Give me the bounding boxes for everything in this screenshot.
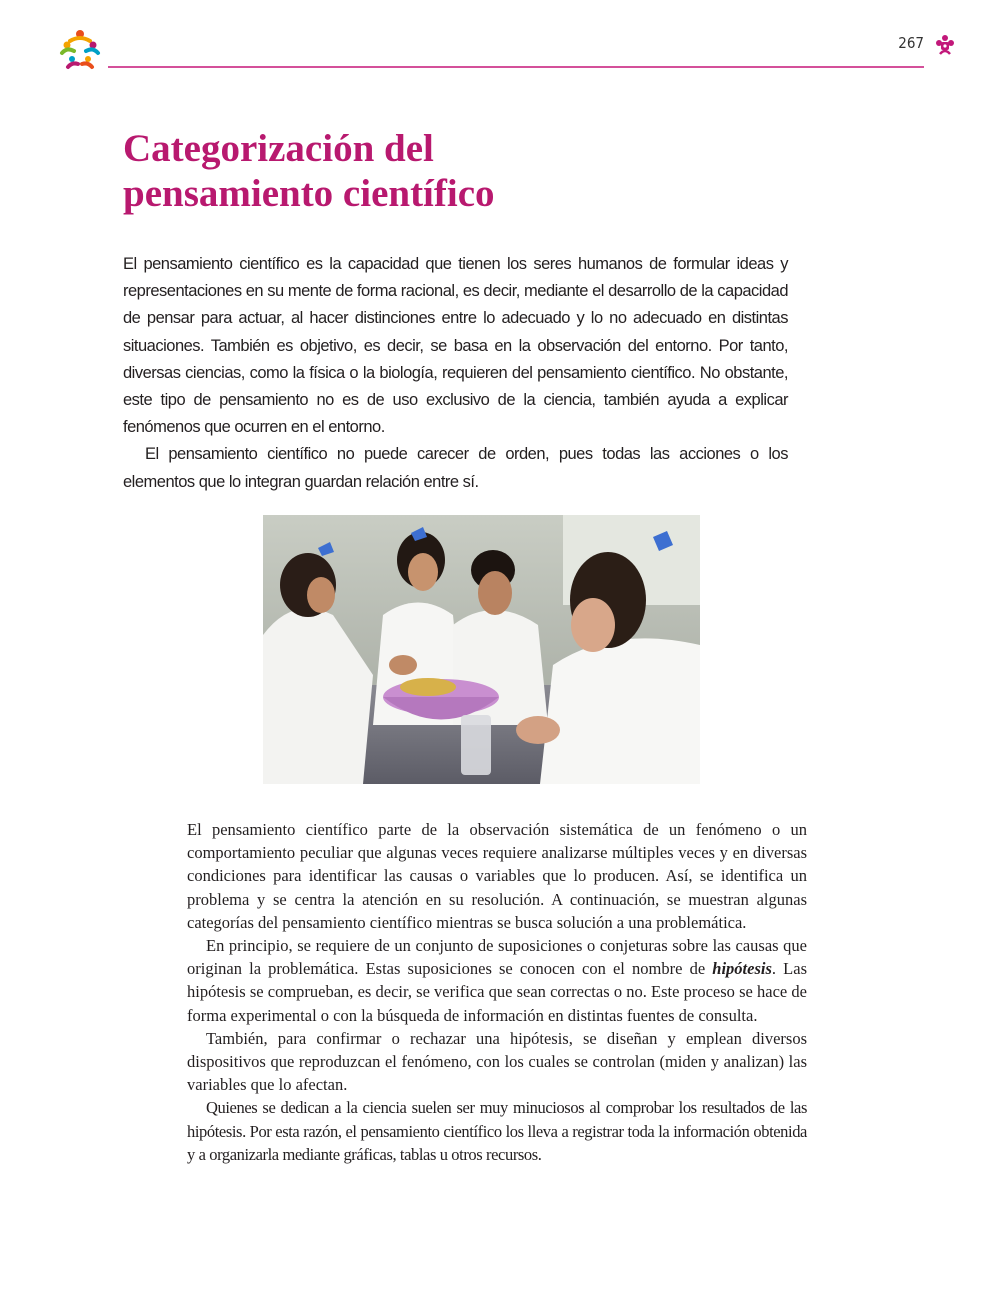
decorative-flower-icon	[934, 34, 956, 56]
intro-paragraph-2: El pensamiento científico no puede carecer de orden, pues todas las acciones o los elementos que lo integran guardan relación entre sí.	[123, 445, 788, 491]
body-paragraph-2	[187, 934, 807, 1027]
intro-text	[123, 251, 788, 496]
body-paragraph-2-end: . Las hipótesis se comprueban, es decir, se verifica que sean correctas o no. Este proceso se hace de forma experimental o con la búsqueda de información en distintas fuentes de consulta.	[187, 959, 807, 1025]
hipotesis-term: hipótesis	[712, 959, 772, 979]
intro-paragraph-1: El pensamiento científico es la capacidad que tienen los seres humanos de formular ideas y representaciones en su mente de forma racional, es decir, mediante el desarrollo de la capacidad de pensar para actuar, al hacer distinciones entre lo adecuado y lo no adecuado en distintas situaciones. También es objetivo, es decir, se basa en la observación del entorno. Por tanto, diversas ciencias, como la física o la biología, requieren del pensamiento científico. No obstante, este tipo de pensamiento no es de uso exclusivo de la ciencia, también ayuda a explicar fenómenos que ocurren en el entorno.	[123, 255, 788, 437]
body-paragraph-2-start: En principio, se requiere de un conjunto de suposiciones o conjeturas sobre las causas que originan la problemática. Estas suposiciones se conocen con el nombre de	[187, 936, 807, 979]
page-title	[123, 126, 823, 216]
body-paragraph-4: Quienes se dedican a la ciencia suelen ser muy minuciosos al comprobar los resultados de las hipótesis. Por esta razón, el pensamiento científico los lleva a registrar toda la información obtenida y a organizarla mediante gráficas, tablas u otros recursos.	[187, 1098, 807, 1164]
body-text	[187, 818, 807, 1166]
page-number: 267	[898, 34, 924, 52]
header-rule	[108, 66, 924, 68]
page-title-line-1: Categorización del	[123, 127, 434, 170]
page-title-line-2: pensamiento científico	[123, 172, 495, 215]
decorative-people-logo-icon	[58, 27, 102, 71]
body-paragraph-1: El pensamiento científico parte de la observación sistemática de un fenómeno o un comportamiento peculiar que algunas veces requiere analizarse múltiples veces y en diversas condiciones para identificar las causas o variables que lo producen. Así, se identifica un problema y se centra la atención en su resolución. A continuación, se muestran algunas categorías del pensamiento científico mientras se busca solución a una problemática.	[187, 820, 807, 932]
body-paragraph-3: También, para confirmar o rechazar una hipótesis, se diseñan y emplean diversos dispositivos que reproduzcan el fenómeno, con los cuales se controlan (miden y analizan) las variables que lo afectan.	[187, 1028, 807, 1095]
students-lab-photo	[263, 515, 700, 784]
